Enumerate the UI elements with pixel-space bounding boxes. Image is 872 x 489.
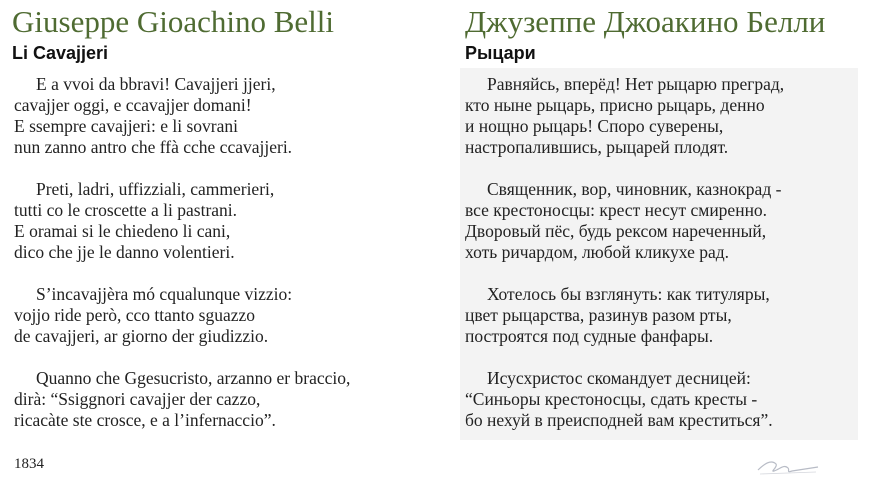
stanza-4 (465, 368, 784, 431)
poem-year: 1834 (14, 456, 44, 472)
stanza-3 (14, 284, 350, 347)
poem-line: S’incavajjèra mó cqualunque vizzio: (36, 284, 293, 304)
poem-line: Священник, вор, чиновник, казнокрад - (487, 179, 782, 199)
stanza-3 (465, 284, 784, 347)
poem-line: хоть ричардом, любой кликухе рад. (465, 242, 730, 262)
poem-line: бо нехуй в преисподней вам креститься”. (465, 410, 773, 430)
poem-line: cavajjer oggi, e ccavajjer domani! (14, 95, 252, 115)
poem-text-russian (465, 74, 784, 452)
stanza-2 (14, 179, 350, 263)
poem-line: E oramai si le chiedeno li cani, (14, 221, 231, 241)
poem-line: dico che jje le danno volentieri. (14, 242, 235, 262)
stanza-2 (465, 179, 784, 263)
russian-column (452, 0, 872, 489)
author-name-italian: Giuseppe Gioachino Belli (12, 4, 334, 39)
poem-line: построятся под судные фанфары. (465, 326, 714, 346)
poem-line: E ssempre cavajjeri: e li sovrani (14, 116, 239, 136)
poem-line: vojjo ride però, cco ttanto sguazzo (14, 305, 256, 325)
signature-icon (752, 452, 822, 480)
poem-line: tutti co le croscette a li pastrani. (14, 200, 238, 220)
poem-line: Preti, ladri, uffizziali, cammerieri, (36, 179, 275, 199)
author-name-russian: Джузеппе Джоакино Белли (465, 4, 826, 39)
poem-line: Равняйсь, вперёд! Нет рыцарю преград, (487, 74, 785, 94)
stanza-4 (14, 368, 350, 431)
poem-title-russian: Рыцари (465, 43, 536, 63)
poem-line: цвет рыцарства, разинув разом рты, (465, 305, 732, 325)
poem-line: “Синьоры крестоносцы, сдать кресты - (465, 389, 758, 409)
poem-line: nun zanno antro che ffà cche ccavajjeri. (14, 137, 293, 157)
stanza-1 (465, 74, 784, 158)
poem-line: настропалившись, рыцарей плодят. (465, 137, 729, 157)
poem-line: de cavajjeri, ar giorno der giudizzio. (14, 326, 269, 346)
poem-line: Хотелось бы взглянуть: как титуляры, (487, 284, 770, 304)
poem-line: E a vvoi da bbravi! Cavajjeri jjeri, (36, 74, 276, 94)
poem-line: ricacàte ste crosce, e a l’infernaccio”. (14, 410, 276, 430)
poem-line: dirà: “Ssiggnori cavajjer der cazzo, (14, 389, 261, 409)
poem-line: Дворовый пёс, будь рексом нареченный, (465, 221, 767, 241)
poem-line: Quanno che Ggesucristo, arzanno er braccio, (36, 368, 351, 388)
poem-line: кто ныне рыцарь, присно рыцарь, денно (465, 95, 765, 115)
stanza-1 (14, 74, 350, 158)
poem-line: Исусхристос скомандует десницей: (487, 368, 751, 388)
poem-line: все крестоносцы: крест несут смиренно. (465, 200, 768, 220)
poem-title-italian: Li Cavajjeri (12, 43, 109, 63)
poem-line: и нощно рыцарь! Споро суверены, (465, 116, 724, 136)
poem-text-italian (14, 74, 350, 452)
